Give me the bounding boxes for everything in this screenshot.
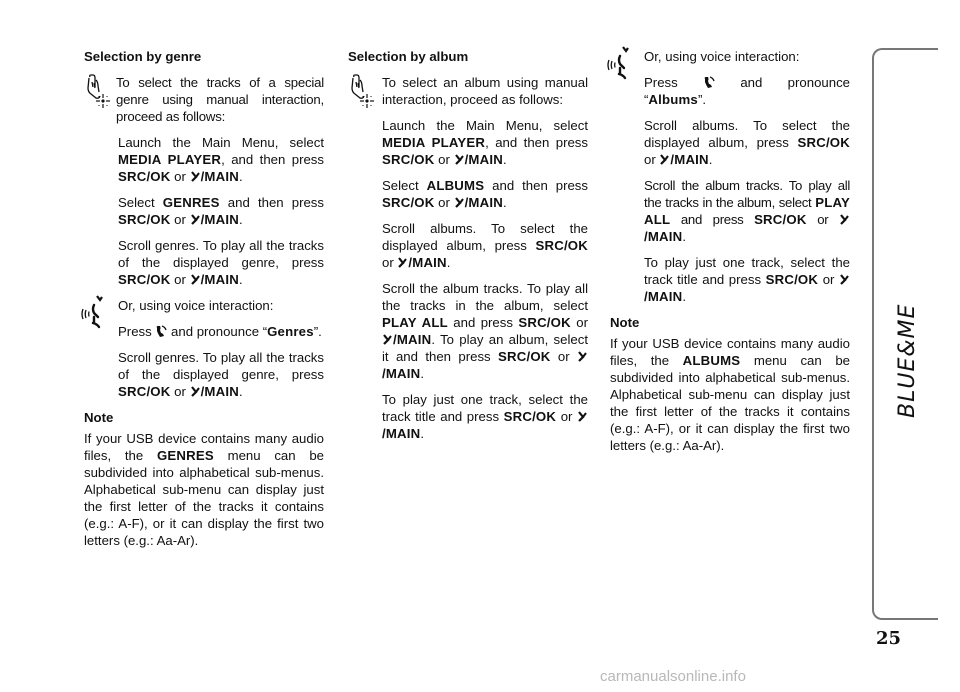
voice-step-1: Press and pronounce “Genres”. [118, 324, 322, 339]
manual-block [348, 74, 588, 108]
voice-block [610, 48, 850, 108]
step-3: Scroll genres. To play all the tracks of the displayed genre, press SRC/OK or /MAIN. [118, 238, 324, 287]
column-album-voice [610, 48, 850, 463]
step-2: Select GENRES and then press SRC/OK or /MAIN. [118, 195, 324, 227]
return-arrow-icon [190, 274, 200, 285]
voice-button-icon [703, 76, 715, 89]
page-number: 25 [876, 628, 902, 649]
voice-step-2: Scroll albums. To select the displayed album, press SRC/OK or /MAIN. [644, 118, 850, 167]
return-arrow-icon [190, 171, 200, 182]
step-5: To play just one track, select the track title and press SRC/OK or /MAIN. [382, 392, 588, 441]
voice-step-2: Scroll genres. To play all the tracks of the displayed genre, press SRC/OK or /MAIN. [118, 350, 324, 399]
brand-text: BLUE&ME [895, 303, 920, 418]
return-arrow-icon [190, 386, 200, 397]
step-3: Scroll albums. To select the displayed album, press SRC/OK or /MAIN. [382, 221, 588, 270]
column-genre [84, 48, 324, 558]
voice-head-icon [80, 295, 106, 329]
note-heading: Note [84, 410, 114, 425]
manual-hand-icon [348, 74, 374, 108]
return-arrow-icon [659, 154, 669, 165]
section-heading: Selection by genre [84, 49, 202, 64]
note-text: If your USB device contains many audio files, the GENRES menu can be subdivided into alphabetical sub-menus. Alphabetical sub-menu can display just the first letter of the tracks it contains (e.g.: A-F), or it can display the first two letters (e.g.: Aa-Ar). [84, 431, 324, 548]
return-arrow-icon [839, 274, 849, 285]
step-4: Scroll the album tracks. To play all the tracks in the album, select PLAY ALL and press SRC/OK or /MAIN. To play an album, select it and then press SRC/OK or /MAIN. [382, 281, 588, 381]
return-arrow-icon [397, 257, 407, 268]
manual-block [84, 74, 324, 125]
voice-step-4: To play just one track, select the track title and press SRC/OK or /MAIN. [644, 255, 850, 304]
step-2: Select ALBUMS and then press SRC/OK or /MAIN. [382, 178, 588, 210]
voice-intro: Or, using voice interaction: [118, 298, 274, 313]
voice-button-icon [155, 325, 167, 338]
note-text: If your USB device contains many audio files, the ALBUMS menu can be subdivided into alphabetical sub-menus. Alphabetical sub-menu can display just the first letter of the tracks it contains (e.g.: A-F), or it can display the first two letters (e.g.: Aa-Ar). [610, 336, 850, 453]
voice-step-1: Press and pronounce “Albums”. [644, 75, 850, 107]
note-heading: Note [610, 315, 640, 330]
watermark: carmanualsonline.info [600, 668, 746, 685]
voice-head-icon [606, 46, 632, 80]
step-1: Launch the Main Menu, select MEDIA PLAYER, and then press SRC/OK or /MAIN. [118, 135, 324, 184]
manual-intro: To select the tracks of a special genre using manual interaction, proceed as follows: [116, 75, 324, 124]
return-arrow-icon [454, 154, 464, 165]
column-album [348, 48, 588, 451]
return-arrow-icon [577, 351, 587, 362]
return-arrow-icon [577, 411, 587, 422]
return-arrow-icon [190, 214, 200, 225]
manual-intro: To select an album using manual interaction, proceed as follows: [382, 75, 588, 107]
section-heading: Selection by album [348, 49, 469, 64]
voice-intro: Or, using voice interaction: [644, 49, 800, 64]
step-1: Launch the Main Menu, select MEDIA PLAYER, and then press SRC/OK or /MAIN. [382, 118, 588, 167]
brand-logo [888, 250, 928, 420]
voice-block [84, 297, 324, 340]
return-arrow-icon [454, 197, 464, 208]
return-arrow-icon [382, 334, 392, 345]
voice-step-3: Scroll the album tracks. To play all the tracks in the album, select PLAY ALL and press SRC/OK or /MAIN. [644, 178, 850, 244]
manual-hand-icon [84, 74, 110, 108]
return-arrow-icon [839, 214, 849, 225]
